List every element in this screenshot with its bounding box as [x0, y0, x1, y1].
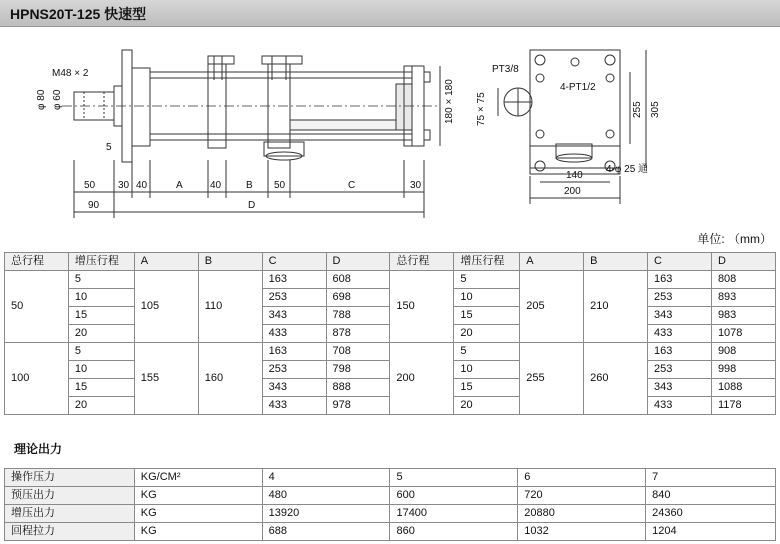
- a-cell: 255: [520, 343, 584, 415]
- header-cell: A: [134, 253, 198, 271]
- c-cell: 253: [648, 361, 712, 379]
- unit-label: 单位: （mm）: [697, 232, 772, 246]
- total-d-label: D: [248, 200, 256, 211]
- header-cell: 增压行程: [454, 253, 520, 271]
- force-unit: KG: [134, 523, 262, 541]
- pt38-label: PT3/8: [492, 64, 519, 75]
- force-value: 17400: [390, 505, 518, 523]
- b-cell: 110: [198, 271, 262, 343]
- d-cell: 878: [326, 325, 390, 343]
- dia60-label: φ 60: [52, 89, 63, 110]
- c-cell: 433: [648, 325, 712, 343]
- dim-8: C: [348, 180, 356, 191]
- boost-stroke-cell: 10: [454, 289, 520, 307]
- c-cell: 343: [262, 307, 326, 325]
- header-cell: C: [648, 253, 712, 271]
- c-cell: 343: [648, 379, 712, 397]
- total-stroke-cell: 200: [390, 343, 454, 415]
- boost-stroke-cell: 5: [454, 271, 520, 289]
- c-cell: 343: [262, 379, 326, 397]
- b-cell: 160: [198, 343, 262, 415]
- d-cell: 798: [326, 361, 390, 379]
- square-label: 180 × 180: [444, 79, 455, 124]
- force-value: 600: [390, 487, 518, 505]
- a-cell: 205: [520, 271, 584, 343]
- d-cell: 698: [326, 289, 390, 307]
- c-cell: 433: [262, 397, 326, 415]
- dim-2: 30: [118, 180, 130, 191]
- force-value: 480: [262, 487, 390, 505]
- total-stroke-cell: 100: [5, 343, 69, 415]
- header-cell: 总行程: [390, 253, 454, 271]
- force-value: 6: [518, 469, 646, 487]
- dim-1: 50: [84, 180, 96, 191]
- force-value: 4: [262, 469, 390, 487]
- force-value: 1032: [518, 523, 646, 541]
- d-cell: 1088: [711, 379, 775, 397]
- force-label: 增压出力: [5, 505, 135, 523]
- d-cell: 708: [326, 343, 390, 361]
- header-cell: D: [326, 253, 390, 271]
- force-value: 860: [390, 523, 518, 541]
- b-cell: 210: [584, 271, 648, 343]
- a-cell: 105: [134, 271, 198, 343]
- spec-table: [4, 252, 776, 415]
- boost-stroke-cell: 5: [68, 271, 134, 289]
- h305-label: 305: [650, 101, 661, 118]
- d-cell: 908: [711, 343, 775, 361]
- w200-label: 200: [564, 186, 581, 197]
- boost-stroke-cell: 10: [68, 361, 134, 379]
- d-cell: 998: [711, 361, 775, 379]
- dim-4: A: [176, 180, 183, 191]
- header-cell: B: [198, 253, 262, 271]
- total-stroke-cell: 50: [5, 271, 69, 343]
- boost-stroke-cell: 15: [68, 379, 134, 397]
- boost-stroke-cell: 15: [454, 379, 520, 397]
- force-value: 20880: [518, 505, 646, 523]
- a-cell: 155: [134, 343, 198, 415]
- force-unit: KG/CM²: [134, 469, 262, 487]
- boost-stroke-cell: 5: [454, 343, 520, 361]
- c-cell: 163: [648, 271, 712, 289]
- force-value: 1204: [646, 523, 776, 541]
- c-cell: 253: [262, 289, 326, 307]
- page-title: HPNS20T-125 快速型: [10, 6, 147, 22]
- c-cell: 163: [648, 343, 712, 361]
- force-value: 840: [646, 487, 776, 505]
- c-cell: 163: [262, 271, 326, 289]
- force-value: 7: [646, 469, 776, 487]
- boost-stroke-cell: 20: [68, 397, 134, 415]
- dim-3: 40: [136, 180, 148, 191]
- header-cell: C: [262, 253, 326, 271]
- d-cell: 888: [326, 379, 390, 397]
- force-unit: KG: [134, 487, 262, 505]
- c-cell: 163: [262, 343, 326, 361]
- force-value: 720: [518, 487, 646, 505]
- c-cell: 253: [262, 361, 326, 379]
- table-row: [5, 469, 776, 487]
- d-cell: 978: [326, 397, 390, 415]
- thread-label: M48 × 2: [52, 68, 89, 79]
- header-cell: B: [584, 253, 648, 271]
- boost-stroke-cell: 20: [68, 325, 134, 343]
- force-label: 操作压力: [5, 469, 135, 487]
- table-row: [5, 487, 776, 505]
- force-value: 13920: [262, 505, 390, 523]
- total-stroke-cell: 150: [390, 271, 454, 343]
- title-bar: [0, 0, 780, 27]
- table-row: [5, 271, 776, 289]
- holes-label: 4-φ 25 通: [606, 164, 649, 175]
- sq75-label: 75 × 75: [476, 92, 487, 126]
- b-cell: 260: [584, 343, 648, 415]
- c-cell: 433: [648, 397, 712, 415]
- boost-stroke-cell: 15: [454, 307, 520, 325]
- w140-label: 140: [566, 170, 583, 181]
- force-label: 回程拉力: [5, 523, 135, 541]
- dia80-label: φ 80: [36, 89, 47, 110]
- section-title: 理论出力: [14, 442, 63, 456]
- boost-stroke-cell: 15: [68, 307, 134, 325]
- force-table: [4, 468, 776, 541]
- header-cell: 增压行程: [68, 253, 134, 271]
- dim-9: 30: [410, 180, 422, 191]
- boost-stroke-cell: 5: [68, 343, 134, 361]
- boost-stroke-cell: 10: [454, 361, 520, 379]
- header-cell: 总行程: [5, 253, 69, 271]
- d-cell: 808: [711, 271, 775, 289]
- total-left-label: 90: [88, 200, 100, 211]
- end-view-plate: [530, 50, 620, 168]
- technical-drawing: [0, 26, 780, 226]
- dim-7: 50: [274, 180, 286, 191]
- force-unit: KG: [134, 505, 262, 523]
- header-cell: A: [520, 253, 584, 271]
- h255-label: 255: [632, 101, 643, 118]
- c-cell: 253: [648, 289, 712, 307]
- spec-header-row: [5, 253, 776, 271]
- force-value: 5: [390, 469, 518, 487]
- dim-5: 40: [210, 180, 222, 191]
- d-cell: 608: [326, 271, 390, 289]
- boost-stroke-cell: 20: [454, 325, 520, 343]
- d-cell: 1078: [711, 325, 775, 343]
- table-row: [5, 343, 776, 361]
- d-cell: 788: [326, 307, 390, 325]
- c-cell: 433: [262, 325, 326, 343]
- table-row: [5, 523, 776, 541]
- d-cell: 1178: [711, 397, 775, 415]
- pt12-label: 4-PT1/2: [560, 82, 596, 93]
- d-cell: 893: [711, 289, 775, 307]
- dim-6: B: [246, 180, 253, 191]
- force-label: 预压出力: [5, 487, 135, 505]
- table-row: [5, 505, 776, 523]
- boost-stroke-cell: 20: [454, 397, 520, 415]
- d-cell: 983: [711, 307, 775, 325]
- c-cell: 343: [648, 307, 712, 325]
- side5-label: 5: [106, 142, 112, 153]
- boost-stroke-cell: 10: [68, 289, 134, 307]
- force-value: 688: [262, 523, 390, 541]
- header-cell: D: [711, 253, 775, 271]
- force-value: 24360: [646, 505, 776, 523]
